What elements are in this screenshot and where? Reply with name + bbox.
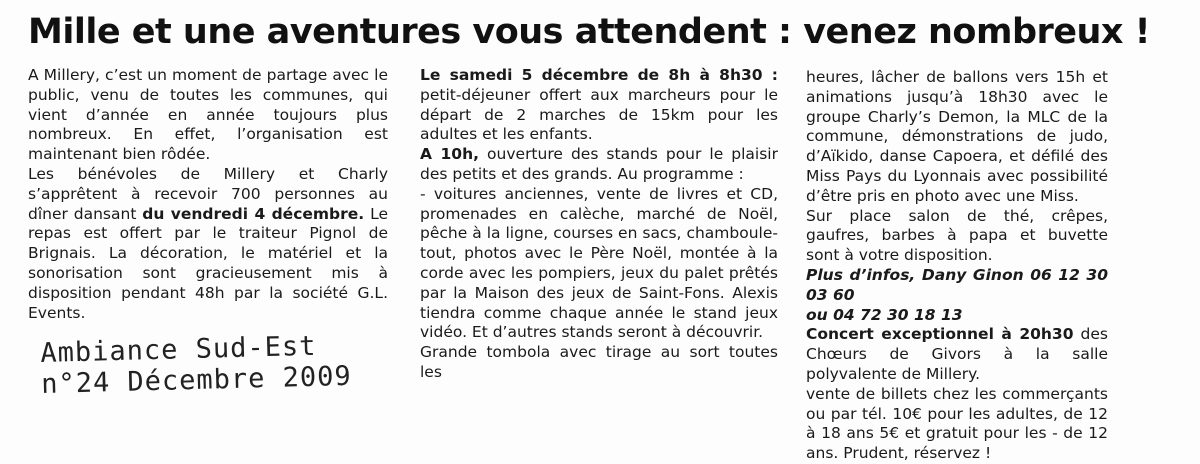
paragraph-bold: du vendredi 4 décembre. — [142, 204, 365, 223]
paragraph — [420, 66, 778, 145]
article-column-1 — [28, 66, 388, 323]
paragraph: A Millery, c’est un moment de partage avec le public, venu de toutes les communes, qui vient d’année en année toujours plus nombreux. En effet, l’organisation est maintenant bien rôdée. — [28, 66, 388, 164]
handwritten-line: Ambiance Sud-Est — [40, 330, 317, 369]
paragraph: Sur place salon de thé, crêpes, gaufres, barbes à papa et buvette sont à votre disposition. — [806, 206, 1108, 265]
paragraph: heures, lâcher de ballons vers 15h et animations jusqu’à 18h30 avec le groupe Charly’s Demon, la MLC de la commune, démonstrations de judo, d’Aïkido, danse Capoera, et défilé des Miss Pays du Lyonnais avec possibilité d’être pris en photo avec une Miss. — [806, 68, 1108, 205]
paragraph-text: ouverture des stands pour le plaisir des petits et des grands. Au programme : — [420, 145, 778, 183]
paragraph-text: des Chœurs de Givors à la salle polyvalente de Millery. — [806, 325, 1108, 383]
paragraph — [420, 145, 778, 185]
paragraph-bold: Le samedi 5 décembre de 8h à 8h30 : — [420, 66, 778, 84]
handwritten-line: n°24 Décembre 2009 — [40, 360, 353, 400]
paragraph — [28, 165, 388, 323]
article-column-3 — [806, 68, 1108, 464]
contact-line: Plus d’infos, Dany Ginon 06 12 30 03 60 — [806, 265, 1108, 304]
article-column-2 — [420, 66, 778, 383]
paragraph-text: petit-déjeuner offert aux marcheurs pour le départ de 2 marches de 15km pour les adultes et les enfants. — [420, 85, 778, 144]
paragraph: - voitures anciennes, vente de livres et CD, promenades en calèche, marché de Noël, pêche à la ligne, courses en sacs, chamboule-tout, photos avec le Père Noël, montée à la corde avec les pompiers, jeux du palet prêtés par la Maison des jeux de Saint-Fons. Alexis tiendra comme chaque année le stand jeux vidéo. Et d’autres stands seront à découvrir. — [420, 184, 778, 342]
paragraph: Grande tombola avec tirage au sort toutes les — [420, 343, 778, 381]
handwritten-note — [40, 329, 372, 400]
paragraph-bold: A 10h, — [420, 145, 479, 164]
contact-info — [806, 266, 1108, 325]
paragraph: vente de billets chez les commerçants ou par tél. 10€ pour les adultes, de 12 à 18 ans 5€ et gratuit pour les - de 12 ans. Prudent, réservez ! — [806, 384, 1108, 463]
paragraph — [806, 325, 1108, 384]
article-headline: Mille et une aventures vous attendent : venez nombreux ! — [28, 12, 1151, 52]
paragraph-text: Les bénévoles de Millery et Charly s’apprêtent à recevoir 700 personnes au dîner dansant — [28, 164, 388, 223]
contact-line: ou 04 72 30 18 13 — [806, 305, 963, 324]
paragraph-text: Le repas est offert par le traiteur Pignol de Brignais. La décoration, le matériel et la sonorisation sont gracieusement mis à disposition pendant 48h par la société G.L. Events. — [28, 204, 388, 322]
paragraph-bold: Concert exceptionnel à 20h30 — [806, 325, 1074, 344]
